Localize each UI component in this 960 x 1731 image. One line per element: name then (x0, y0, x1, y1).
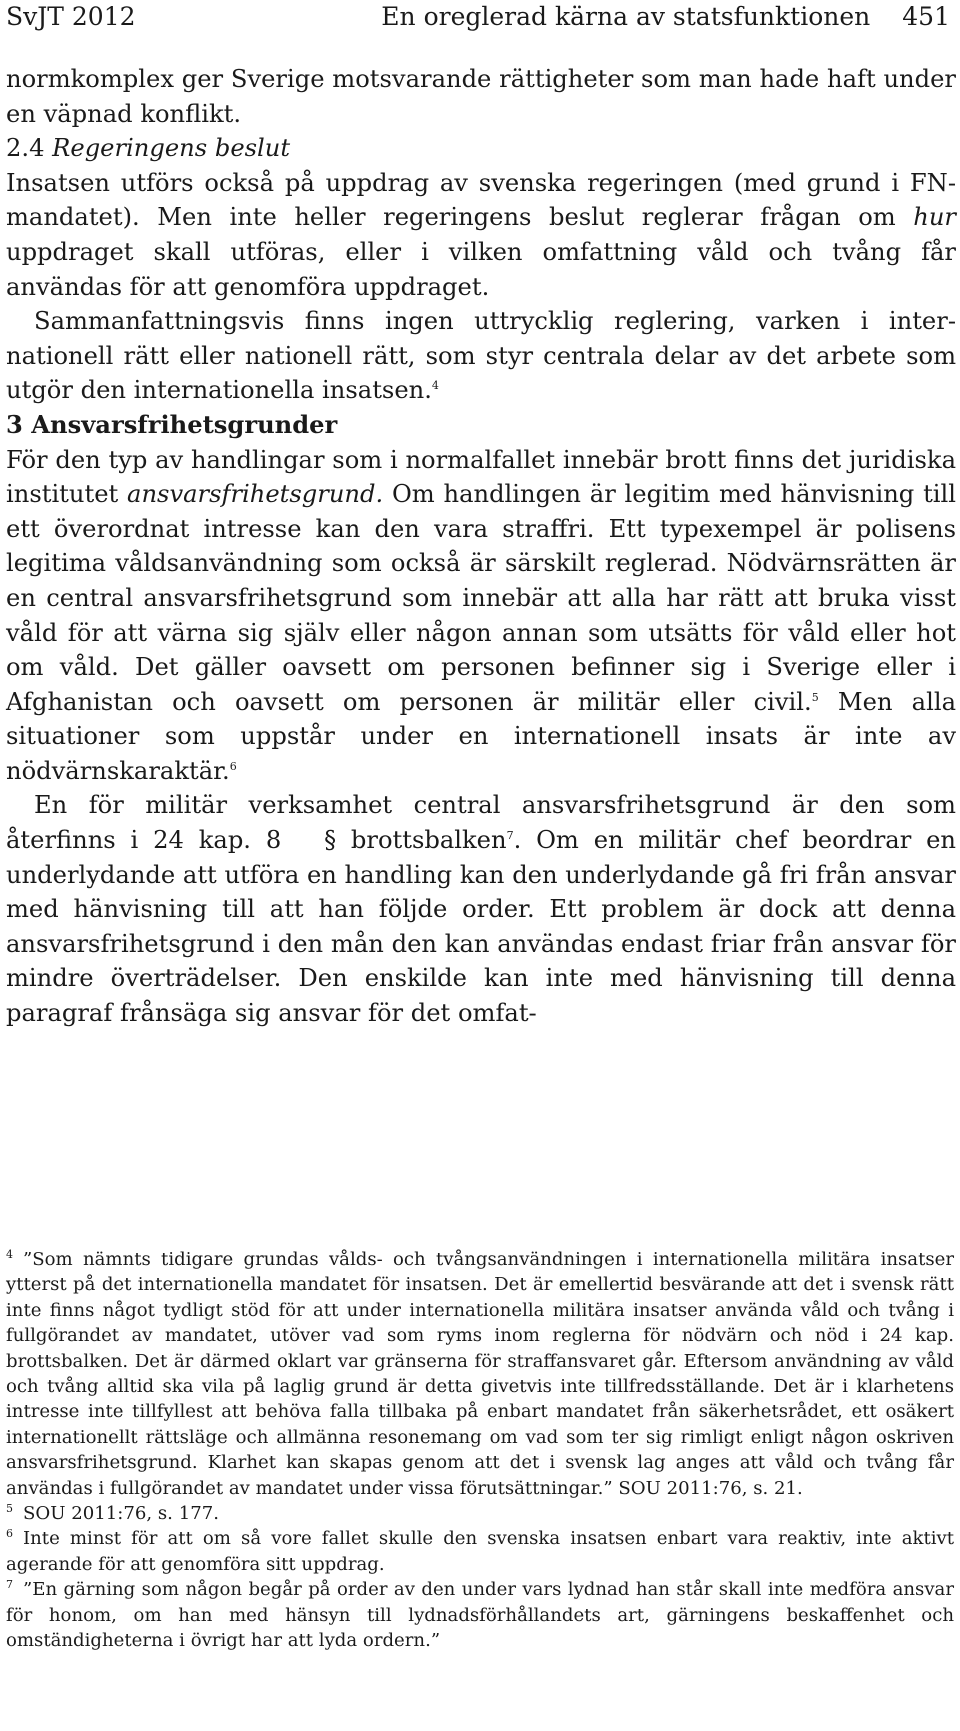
section-heading-3 (6, 408, 956, 443)
footnote-number: 5 (6, 1502, 13, 1516)
footnote-number: 6 (6, 1527, 13, 1541)
footnote-text: ”En gärning som någon begår på order av den under vars lydnad han står skall inte medföra ansvar för honom, om han med hänsyn till lydnadsförhållandets art, gärningens beskaffenhet och omständigheterna i övrigt har att lyda ordern.” (6, 1579, 954, 1652)
paragraph-text: En för militär verksamhet central ansvarsfrihetsgrund är den som återfinns i 24 kap. 8 (6, 791, 956, 855)
paragraph (6, 166, 956, 304)
footnote-text: ”Som nämnts tidigare grundas vålds- och tvångsanvändningen i internationella militära insatser ytterst på det internationella mandatet för insatsen. Det är emellertid besvärande att det i svensk rätt inte finns något tydligt stöd för att under internationella militära insatser använda våld och tvång i fullgörandet av mandatet, utöver vad som ryms inom reglerna för nödvärn och nöd i 24 kap. brottsbalken. Det är därmed oklart var gränserna för straffansvaret går. Eftersom användning av våld och tvång alltid ska vila på laglig grund är detta givetvis inte tillfredsställande. Det är i klarhetens intresse inte tillfyllest att behöva falla tillbaka på enbart mandatet från säkerhetsrådet, ett osäkert internationellt rättsläge och allmänna resonemang om vad som ter sig rimligt enligt någon oskriven ansvarsfrihetsgrund. Klarhet kan skapas genom att det i svensk lag anges att våld och tvång får användas i fullgörandet av mandatet under vissa förutsättningar.” SOU 2011:76, s. 21. (6, 1249, 954, 1499)
paragraph (6, 788, 956, 1030)
body-text (6, 62, 956, 1031)
paragraph (6, 304, 956, 408)
section-number: 2.4 (6, 134, 45, 163)
footnotes (6, 1247, 954, 1654)
footnote-ref[interactable]: 7 (506, 829, 514, 842)
paragraph-text: Sammanfattningsvis finns ingen uttrycklig reglering, varken i internationell rätt eller nationell rätt, som styr centrala delar av det arbete som utgör den internationella insatsen. (6, 307, 956, 405)
paragraph-text: normkomplex ger Sverige motsvarande rättigheter som man hade haft under en väpnad konflikt. (6, 65, 956, 128)
journal-name: SvJT 2012 (6, 2, 136, 31)
section-sign: § (324, 826, 337, 855)
footnote (6, 1526, 954, 1577)
paragraph-text: . Om en militär chef beordrar en underlydande att utföra en handling kan den underlydande gå fri från ansvar med hänvisning till att han följde order. Ett problem är dock att denna ansvarsfrihetsgrund i den mån den kan användas endast friar från ansvar för mindre överträdelser. Den enskilde kan inte med hänvisning till denna paragraf frånsäga sig ansvar för det omfat- (6, 826, 957, 1028)
section-title: Regeringens beslut (52, 134, 291, 163)
footnote-text: Inte minst för att om så vore fallet skulle den svenska insatsen enbart vara reaktiv, inte aktivt agerande för att genomföra sitt uppdrag. (6, 1528, 954, 1575)
paragraph-text: För den typ av handlingar som i normalfallet innebär brott finns det juridiska institutet (6, 445, 956, 509)
footnote-number: 4 (6, 1247, 13, 1261)
footnote (6, 1247, 954, 1501)
paragraph-text: uppdraget skall utföras, eller i vilken omfattning våld och tvång får användas för att genomföra uppdraget. (6, 237, 956, 301)
footnote-ref[interactable]: 6 (229, 759, 237, 773)
running-header (6, 0, 950, 34)
header-right (381, 0, 950, 34)
paragraph-text: brottsbalken (336, 826, 507, 855)
section-heading-2-4 (6, 131, 956, 166)
footnote-ref[interactable]: 4 (431, 379, 439, 393)
footnote (6, 1501, 954, 1526)
footnote-number: 7 (6, 1578, 13, 1592)
paragraph-text: Men alla situationer som uppstår under en internationell insats är inte av nödvärnskaraktär. (6, 687, 956, 785)
emphasis-text: ansvarsfrihetsgrund. (127, 480, 384, 509)
paragraph-text: Insatsen utförs också på uppdrag av svenska regeringen (med grund i FN-mandatet). Men inte heller regeringens beslut reglerar frågan om (6, 168, 956, 232)
paragraph (6, 62, 956, 131)
paragraph (6, 443, 956, 789)
emphasis-text: hur (913, 203, 956, 232)
footnote-ref[interactable]: 5 (811, 690, 819, 704)
page-number: 451 (902, 2, 950, 31)
article-title: En oreglerad kärna av statsfunktionen (381, 2, 871, 31)
footnote (6, 1577, 954, 1653)
footnote-text: SOU 2011:76, s. 177. (23, 1503, 219, 1525)
paragraph-text: Om handlingen är legitim med hänvisning till ett överordnat intresse kan den vara straffri. Ett typexempel är polisens legitima våldsanvändning som också är särskilt reglerad. Nödvärnsrätten är en central ansvarsfrihetsgrund som innebär att alla har rätt att bruka visst våld för att värna sig själv eller någon annan som utsätts för våld eller hot om våld. Det gäller oavsett om personen befinner sig i Sverige eller i Afghanistan och oavsett om personen är militär eller civil. (6, 480, 957, 716)
section-title: 3 Ansvarsfrihetsgrunder (6, 409, 338, 439)
